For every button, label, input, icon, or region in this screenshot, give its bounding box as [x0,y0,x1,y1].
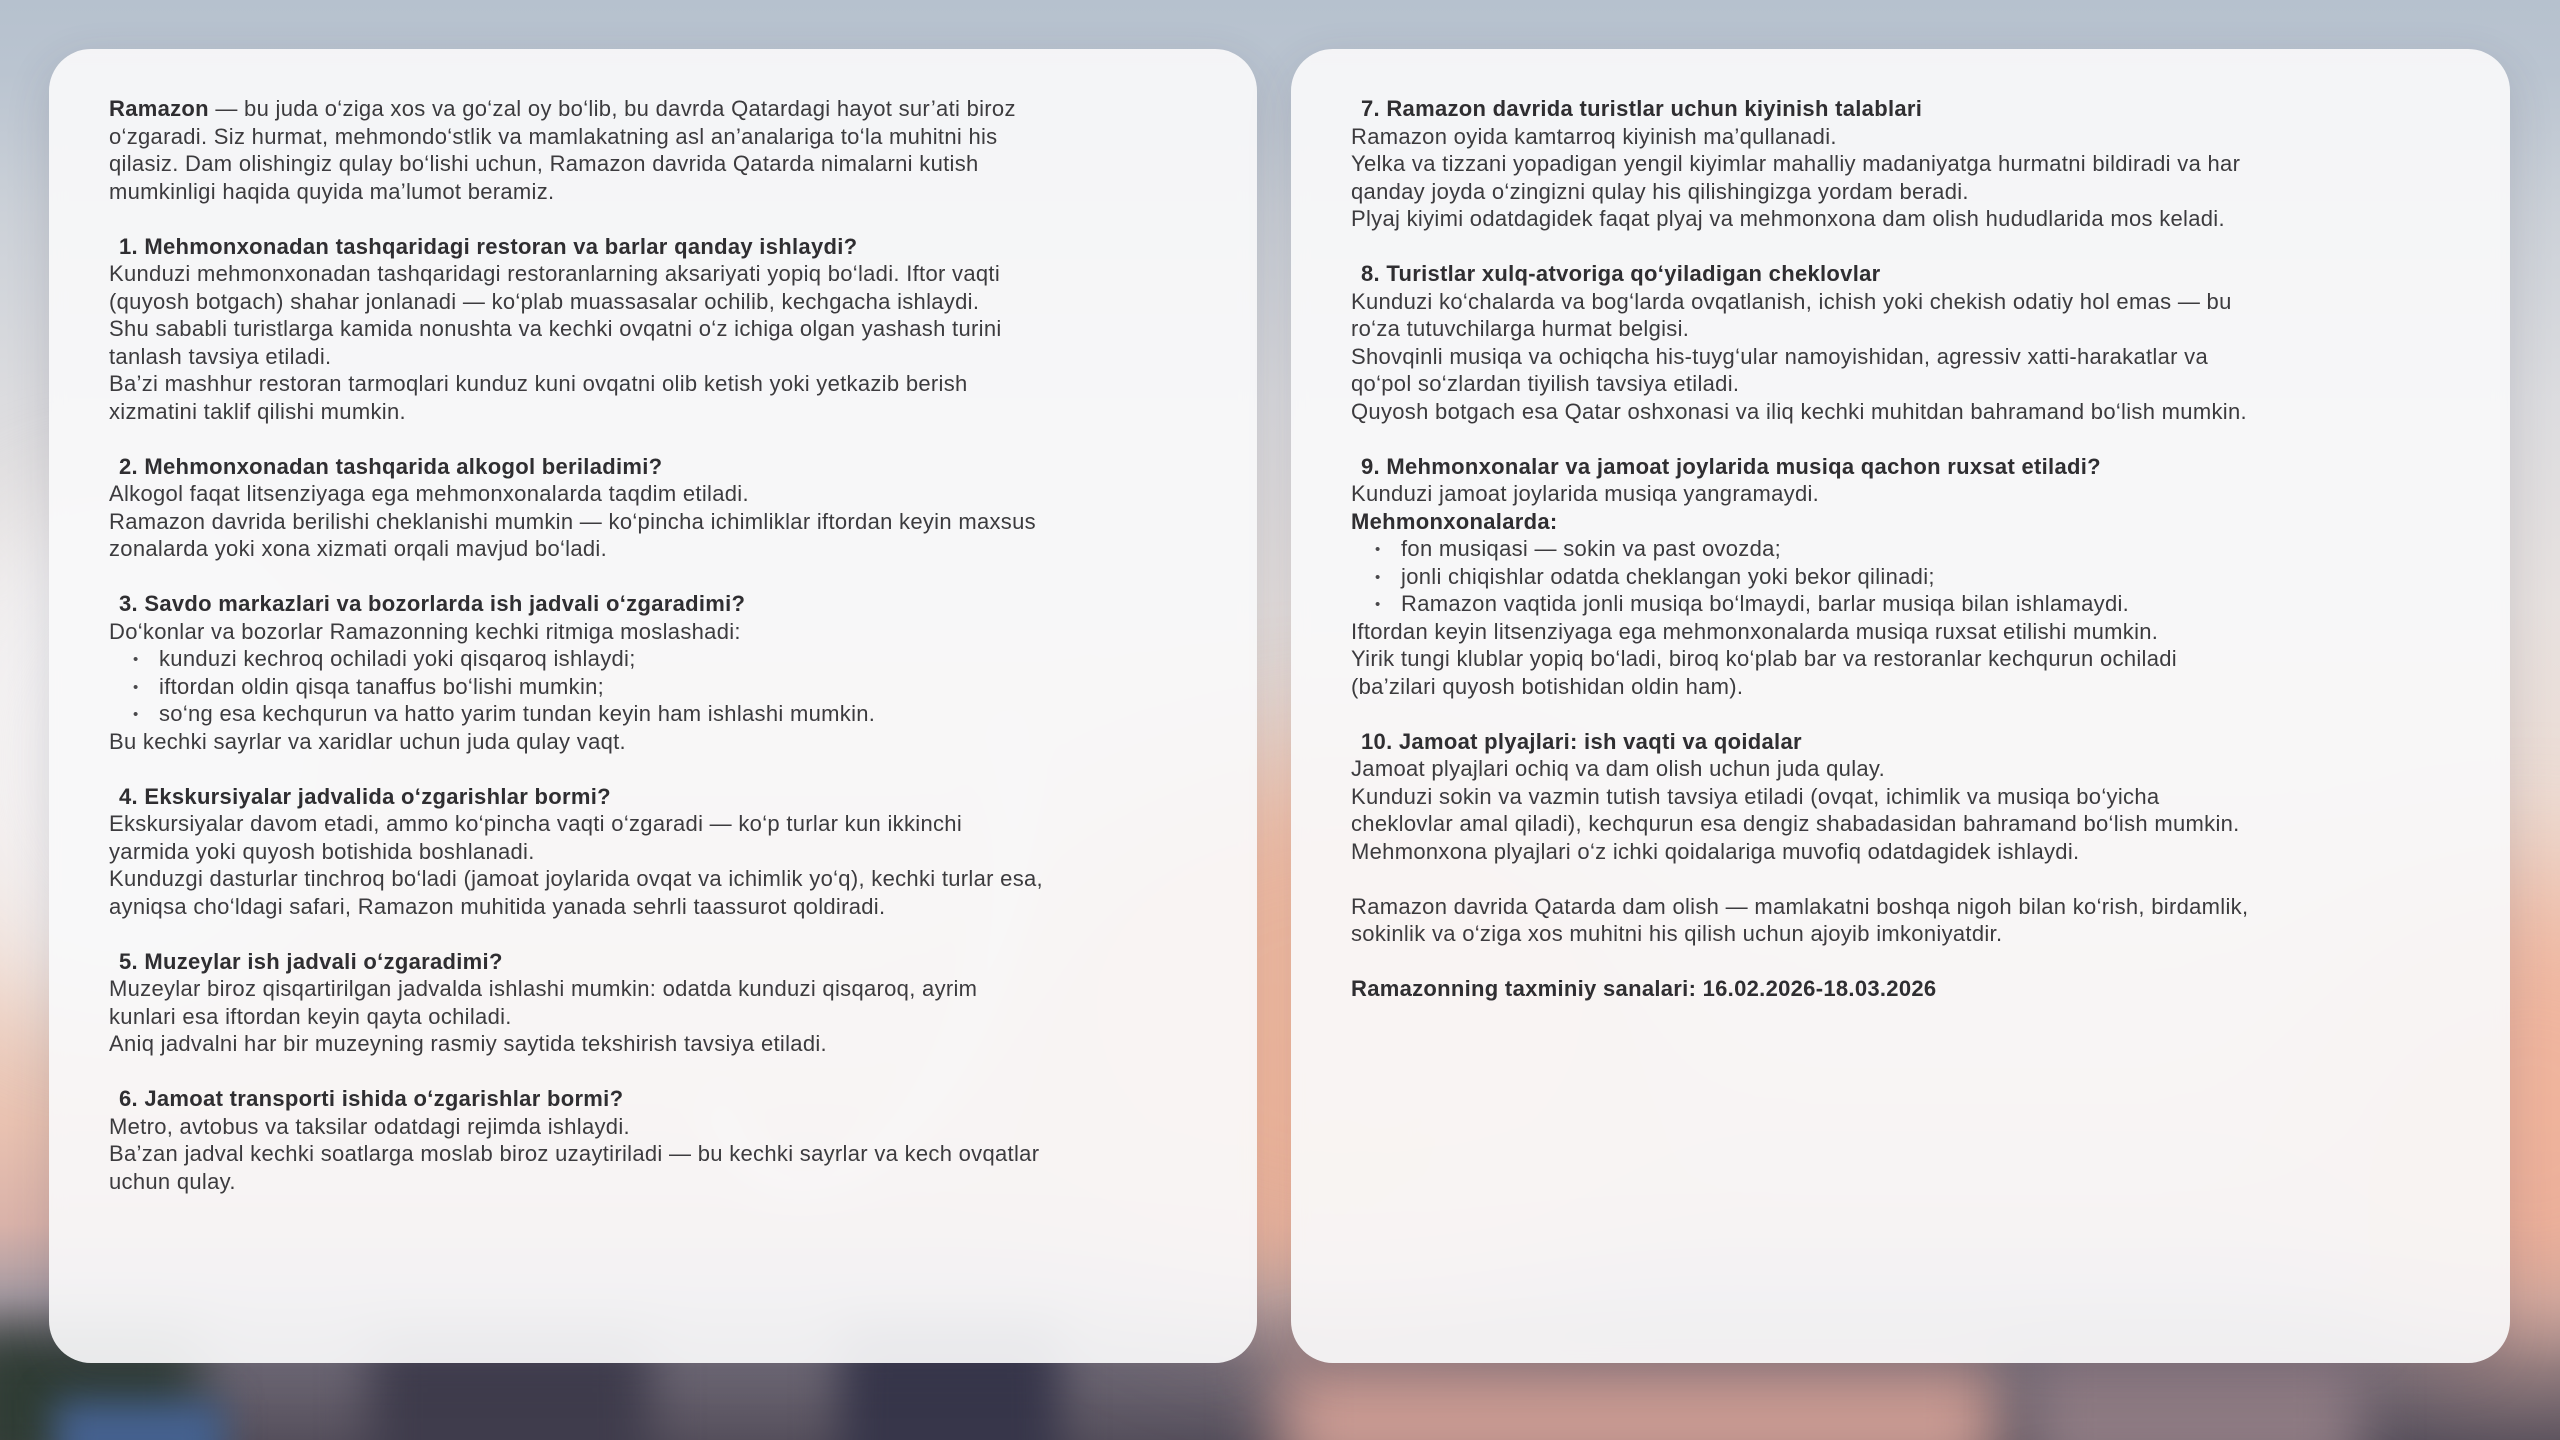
text-line: Do‘konlar va bozorlar Ramazonning kechki ritmiga moslashadi: [109,618,741,644]
text-block [109,453,1197,563]
text-line: qanday joyda o‘zingizni qulay his qilishingizga yordam beradi. [1351,178,1969,204]
text-line: Ramazon davrida berilishi cheklanishi mumkin — ko‘pincha ichimliklar iftordan keyin maxsus [109,508,1036,534]
text-line: Kunduzi jamoat joylarida musiqa yangramaydi. [1351,481,1820,506]
bold-lead-word: Ramazon [109,96,209,121]
section-heading: 3. Savdo markazlari va bozorlarda ish jadvali o‘zgaradimi? [119,591,746,616]
info-card-left [49,49,1257,1363]
text-line: Plyaj kiyimi odatdagidek faqat plyaj va mehmonxona dam olish hududlarida mos keladi. [1351,206,2225,231]
bullet-line: • so‘ng esa kechqurun va hatto yarim tundan keyin ham ishlashi mumkin. [109,700,1197,728]
text-line: yarmida yoki quyosh botishida boshlanadi. [109,838,535,864]
text-block [109,783,1197,921]
text-line: Quyosh botgach esa Qatar oshxonasi va iliq kechki muhitdan bahramand bo‘lish mumkin. [1351,398,2247,424]
bullet-line: • Ramazon vaqtida jonli musiqa bo‘lmaydi, barlar musiqa bilan ishlamaydi. [1351,590,2450,618]
text-line: (quyosh botgach) shahar jonlanadi — ko‘plab muassasalar ochilib, kechgacha ishlaydi. [109,288,980,314]
text-line: Shovqinli musiqa va ochiqcha his-tuyg‘ular namoyishidan, agressiv xatti-harakatlar va [1351,343,2209,369]
text-line: Metro, avtobus va taksilar odatdagi rejimda ishlaydi. [109,1113,630,1139]
text-line: Kunduzi mehmonxonadan tashqaridagi restoranlarning aksariyati yopiq bo‘ladi. Iftor vaqti [109,261,1001,286]
text-line: ro‘za tutuvchilarga hurmat belgisi. [1351,316,1690,341]
background-silhouette [1280,1355,2000,1440]
text-line: Ramazon — bu juda o‘ziga xos va go‘zal oy bo‘lib, bu davrda Qatardagi hayot sur’ati biroz [109,96,1016,121]
text-line: Muzeylar biroz qisqartirilgan jadvalda ishlashi mumkin: odatda kunduzi qisqaroq, ayrim [109,976,978,1001]
text-block [1351,728,2450,866]
text-line: uchun qulay. [109,1168,236,1194]
text-line: mumkinligi haqida quyida ma’lumot beramiz. [109,178,555,204]
text-block [1351,893,2450,948]
section-heading: 2. Mehmonxonadan tashqarida alkogol beriladimi? [119,453,663,479]
text-line: Alkogol faqat litsenziyaga ega mehmonxonalarda taqdim etiladi. [109,481,749,506]
bullet-icon: • [133,706,139,723]
text-line: ayniqsa cho‘ldagi safari, Ramazon muhitida yanada sehrli taassurot qoldiradi. [109,893,886,919]
text-line: Iftordan keyin litsenziyaga ega mehmonxonalarda musiqa ruxsat etilishi mumkin. [1351,618,2159,644]
bullet-line: • jonli chiqishlar odatda cheklangan yoki bekor qilinadi; [1351,563,2450,591]
text-line: Bu kechki sayrlar va xaridlar uchun juda qulay vaqt. [109,728,626,754]
text-line: (ba’zilari quyosh botishidan oldin ham). [1351,673,1744,699]
text-block [1351,260,2450,425]
text-line: Jamoat plyajlari ochiq va dam olish uchun juda qulay. [1351,756,1886,781]
bullet-icon: • [133,678,139,696]
text-line: Kunduzi ko‘chalarda va bog‘larda ovqatlanish, ichish yoki chekish odatiy hol emas — bu [1351,288,2232,314]
text-line: Yelka va tizzani yopadigan yengil kiyimlar mahalliy madaniyatga hurmatni bildiradi va har [1351,151,2241,176]
text-line: Ba’zan jadval kechki soatlarga moslab biroz uzaytiriladi — bu kechki sayrlar va kech ovqatlar [109,1141,1040,1166]
text-line: Yirik tungi klublar yopiq bo‘ladi, biroq ko‘plab bar va restoranlar kechqurun ochiladi [1351,646,2177,671]
text-block [109,1085,1197,1195]
text-block [109,590,1197,755]
text-line: sokinlik va o‘ziga xos muhitni his qilish uchun ajoyib imkoniyatdir. [1351,921,2003,946]
text-line: zonalarda yoki xona xizmati orqali mavjud bo‘ladi. [109,536,608,561]
section-heading: 7. Ramazon davrida turistlar uchun kiyinish talablari [1361,96,1923,121]
background-silhouette [55,1400,225,1440]
section-heading: 10. Jamoat plyajlari: ish vaqti va qoidalar [1361,728,1802,754]
text-line: o‘zgaradi. Siz hurmat, mehmondo‘stlik va mamlakatning asl an’analariga to‘la muhitni his [109,123,998,149]
text-line: Aniq jadvalni har bir muzeyning rasmiy saytida tekshirish tavsiya etiladi. [109,1031,827,1056]
section-heading: 9. Mehmonxonalar va jamoat joylarida musiqa qachon ruxsat etiladi? [1361,453,2101,479]
text-line: Ramazonning taxminiy sanalari: 16.02.2026-18.03.2026 [1351,976,1937,1001]
bullet-icon: • [1375,596,1381,613]
section-heading: 1. Mehmonxonadan tashqaridagi restoran va barlar qanday ishlaydi? [119,233,858,259]
text-line: kunlari esa iftordan keyin qayta ochiladi. [109,1003,512,1029]
bullet-icon: • [133,651,139,668]
text-block [109,233,1197,426]
text-line: Ramazon oyida kamtarroq kiyinish ma’qullanadi. [1351,123,1837,149]
info-card-right [1291,49,2510,1363]
text-line: Kunduzi sokin va vazmin tutish tavsiya etiladi (ovqat, ichimlik va musiqa bo‘yicha [1351,783,2160,809]
text-line: qilasiz. Dam olishingiz qulay bo‘lishi uchun, Ramazon davrida Qatarda nimalarni kutish [109,151,979,176]
bullet-icon: • [1375,568,1381,586]
text-line: Mehmonxonalarda: [1351,508,1558,534]
text-block [109,95,1197,205]
text-line: Ekskursiyalar davom etadi, ammo ko‘pincha vaqti o‘zgaradi — ko‘p turlar kun ikkinchi [109,811,963,836]
bullet-line: • fon musiqasi — sokin va past ovozda; [1351,535,2450,563]
text-block [109,948,1197,1058]
section-heading: 8. Turistlar xulq-atvoriga qo‘yiladigan cheklovlar [1361,261,1881,286]
section-heading: 4. Ekskursiyalar jadvalida o‘zgarishlar bormi? [119,783,611,809]
text-line: Ramazon davrida Qatarda dam olish — mamlakatni boshqa nigoh bilan ko‘rish, birdamlik, [1351,893,2249,919]
text-line: Mehmonxona plyajlari o‘z ichki qoidalariga muvofiq odatdagidek ishlaydi. [1351,838,2080,864]
section-heading: 6. Jamoat transporti ishida o‘zgarishlar bormi? [119,1086,624,1111]
text-line: qo‘pol so‘zlardan tiyilish tavsiya etiladi. [1351,371,1740,396]
text-line: xizmatini taklif qilishi mumkin. [109,398,406,424]
bullet-line: • iftordan oldin qisqa tanaffus bo‘lishi mumkin; [109,673,1197,701]
text-block [1351,975,2450,1003]
section-heading: 5. Muzeylar ish jadvali o‘zgaradimi? [119,948,503,974]
text-line: cheklovlar amal qiladi), kechqurun esa dengiz shabadasidan bahramand bo‘lish mumkin. [1351,811,2240,836]
text-line: Ba’zi mashhur restoran tarmoqlari kunduz kuni ovqatni olib ketish yoki yetkazib berish [109,371,968,396]
bullet-icon: • [1375,541,1381,558]
text-line: tanlash tavsiya etiladi. [109,343,332,369]
text-block [1351,95,2450,233]
text-line: Kunduzgi dasturlar tinchroq bo‘ladi (jamoat joylarida ovqat va ichimlik yo‘q), kechki turlar esa, [109,866,1043,891]
text-line: Shu sababli turistlarga kamida nonushta va kechki ovqatni o‘z ichiga olgan yashash turini [109,316,1002,341]
text-block [1351,453,2450,701]
bullet-line: • kunduzi kechroq ochiladi yoki qisqaroq ishlaydi; [109,645,1197,673]
